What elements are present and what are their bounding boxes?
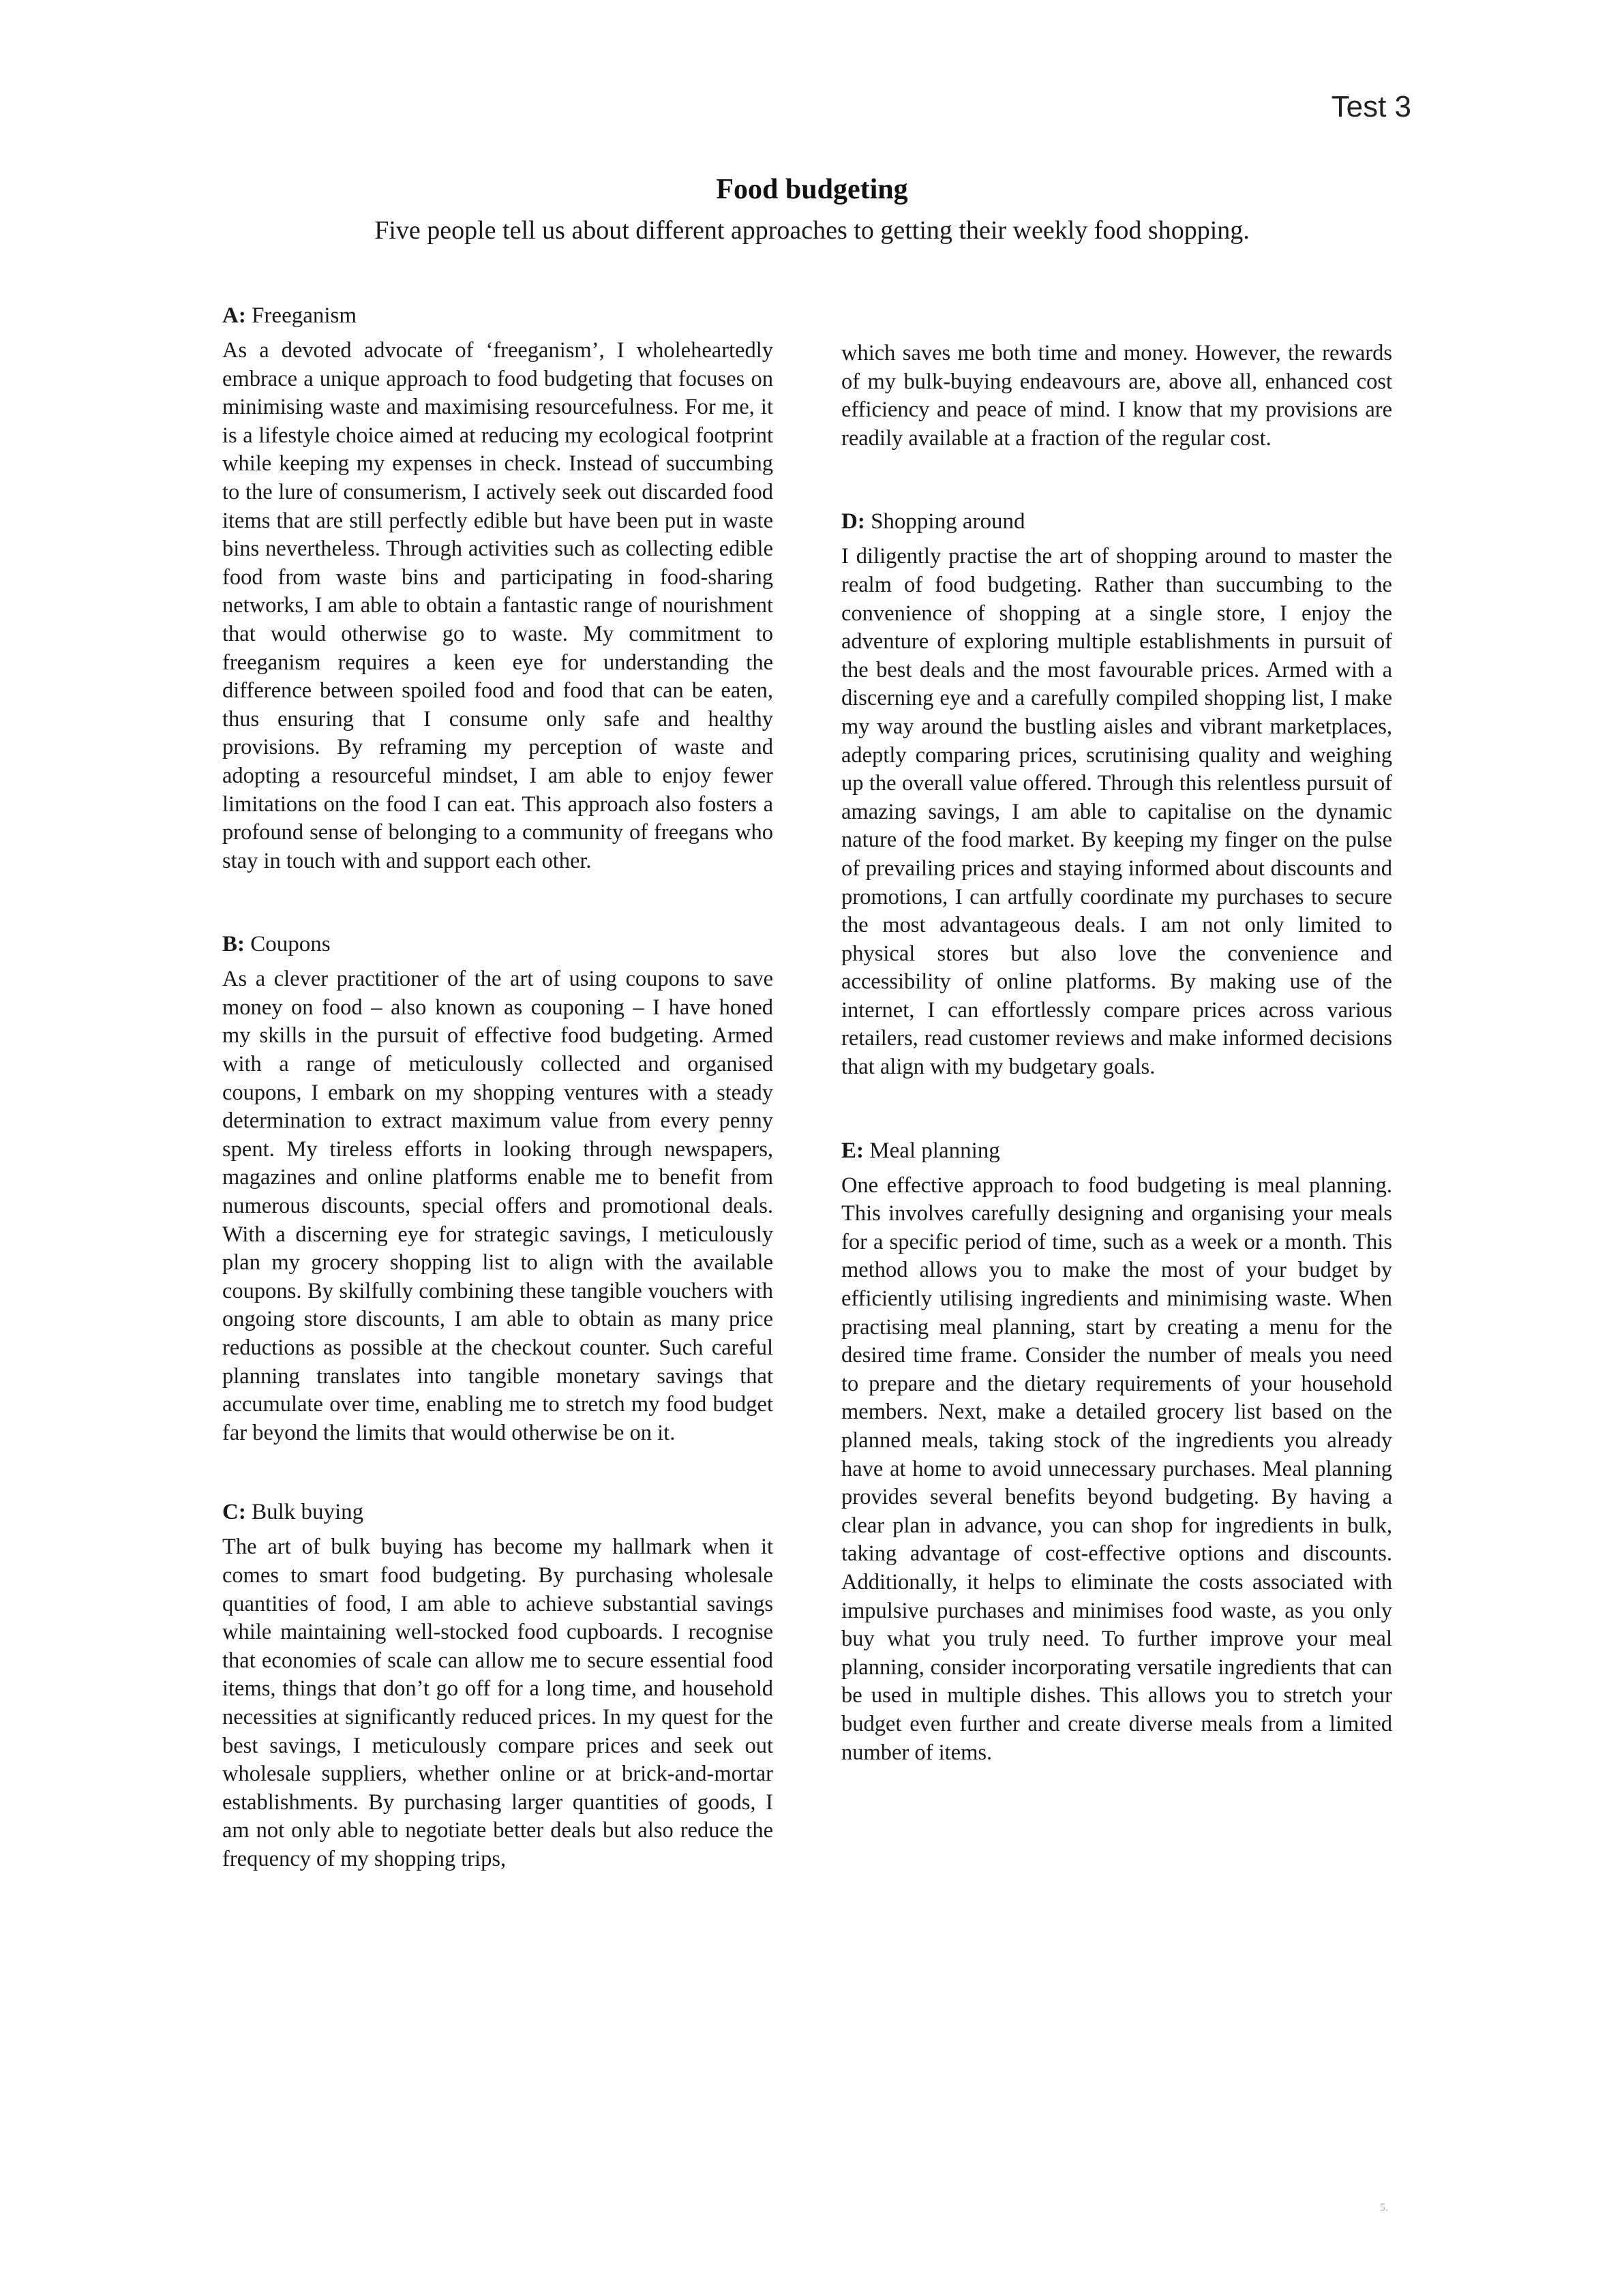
section-letter: A: xyxy=(222,303,246,328)
section-title: Coupons xyxy=(250,932,331,957)
page-title: Food budgeting xyxy=(716,174,908,205)
section-heading xyxy=(222,1498,773,1526)
section-letter: D: xyxy=(841,509,865,534)
right-column xyxy=(841,339,1392,1767)
page-number: 5. xyxy=(1380,2202,1388,2214)
section-b xyxy=(222,930,773,1447)
test-label: Test 3 xyxy=(1331,90,1411,123)
section-letter: E: xyxy=(841,1138,864,1163)
section-text: As a devoted advocate of ‘freeganism’, I wholeheartedly embrace a unique approach to food budgeting that focuses on minimising waste and maximising resourcefulness. For me, it is a lifestyle choice aimed at reducing my ecological footprint while keeping my expenses in check. Instead of succumbing to the lure of consumerism, I actively seek out discarded food items that are still perfectly edible but have been put in waste bins nevertheless. Through activities such as collecting edible food from waste bins and participating in food-sharing networks, I am able to obtain a fantastic range of nourishment that would otherwise go to waste. My commitment to freeganism requires a keen eye for understanding the difference between spoiled food and food that can be eaten, thus ensuring that I consume only safe and healthy provisions. By reframing my perception of waste and adopting a resourceful mindset, I am able to enjoy fewer limitations on the food I can eat. This approach also fosters a profound sense of belonging to a community of freegans who stay in touch with and support each other. xyxy=(222,338,773,873)
section-title: Shopping around xyxy=(871,509,1025,534)
section-title: Bulk buying xyxy=(252,1500,364,1525)
section-a xyxy=(222,301,773,875)
section-heading xyxy=(222,930,773,958)
section-title: Meal planning xyxy=(869,1138,1000,1163)
section-heading xyxy=(841,1136,1392,1165)
section-title: Freeganism xyxy=(252,303,357,328)
section-text: which saves me both time and money. However, the rewards of my bulk-buying endeavours are, above all, enhanced cost efficiency and peace of mind. I know that my provisions are readily available at a fraction of the regular cost. xyxy=(841,341,1392,451)
section-d xyxy=(841,507,1392,1081)
section-text: I diligently practise the art of shopping around to master the realm of food budgeting. Rather than succumbing to the convenience of shopping at a single store, I enjoy the adventure of exploring multiple establishments in pursuit of the best deals and the most favourable prices. Armed with a discerning eye and a carefully compiled shopping list, I make my way around the bustling aisles and vibrant marketplaces, adeptly comparing prices, scrutinising quality and weighing up the overall value offered. Through this relentless pursuit of amazing savings, I am able to capitalise on the dynamic nature of the food market. By keeping my finger on the pulse of prevailing prices and staying informed about discounts and promotions, I can artfully coordinate my purchases to secure the most advantageous deals. I am not only limited to physical stores but also love the convenience and accessibility of online platforms. By making use of the internet, I can effortlessly compare prices across various retailers, read customer reviews and make informed decisions that align with my budgetary goals. xyxy=(841,544,1392,1080)
section-letter: C: xyxy=(222,1500,246,1525)
section-c xyxy=(222,1498,773,1873)
section-heading xyxy=(841,507,1392,536)
page-subtitle: Five people tell us about different approaches to getting their weekly food shopping. xyxy=(374,216,1250,245)
section-text: One effective approach to food budgeting is meal planning. This involves carefully designing and organising your meals for a specific period of time, such as a week or a month. This method allows you to make the most of your budget by efficiently utilising ingredients and minimising waste. When practising meal planning, start by creating a menu for the desired time frame. Consider the number of meals you need to prepare and the dietary requirements of your household members. Next, make a detailed grocery list based on the planned meals, taking stock of the ingredients you already have at home to avoid unnecessary purchases. Meal planning provides several benefits beyond budgeting. By having a clear plan in advance, you can shop for ingredients in bulk, taking advantage of cost-effective options and discounts. Additionally, it helps to eliminate the costs associated with impulsive purchases and minimises food waste, as you only buy what you truly need. To further improve your meal planning, consider incorporating versatile ingredients that can be used in multiple dishes. This allows you to stretch your budget even further and create diverse meals from a limited number of items. xyxy=(841,1173,1392,1765)
left-column xyxy=(222,301,773,1874)
section-heading xyxy=(222,301,773,330)
section-text: The art of bulk buying has become my hallmark when it comes to smart food budgeting. By purchasing wholesale quantities of food, I am able to achieve substantial savings while maintaining well-stocked food cupboards. I recognise that economies of scale can allow me to secure essential food items, things that don’t go off for a long time, and household necessities at significantly reduced prices. In my quest for the best savings, I meticulously compare prices and seek out wholesale suppliers, whether online or at brick-and-mortar establishments. By purchasing larger quantities of goods, I am not only able to negotiate better deals but also reduce the frequency of my shopping trips, xyxy=(222,1535,773,1871)
section-text: As a clever practitioner of the art of using coupons to save money on food – also known as couponing – I have honed my skills in the pursuit of effective food budgeting. Armed with a range of meticulously collected and organised coupons, I embark on my shopping ventures with a steady determination to extract maximum value from every penny spent. My tireless efforts in looking through newspapers, magazines and online platforms enable me to benefit from numerous discounts, special offers and promotional deals. With a discerning eye for strategic savings, I meticulously plan my grocery shopping list to align with the available coupons. By skilfully combining these tangible vouchers with ongoing store discounts, I am able to obtain as many price reductions as possible at the checkout counter. Such careful planning translates into tangible monetary savings that accumulate over time, enabling me to stretch my food budget far beyond the limits that would otherwise be on it. xyxy=(222,967,773,1445)
section-c-continued xyxy=(841,339,1392,453)
section-letter: B: xyxy=(222,932,245,957)
section-e xyxy=(841,1136,1392,1767)
